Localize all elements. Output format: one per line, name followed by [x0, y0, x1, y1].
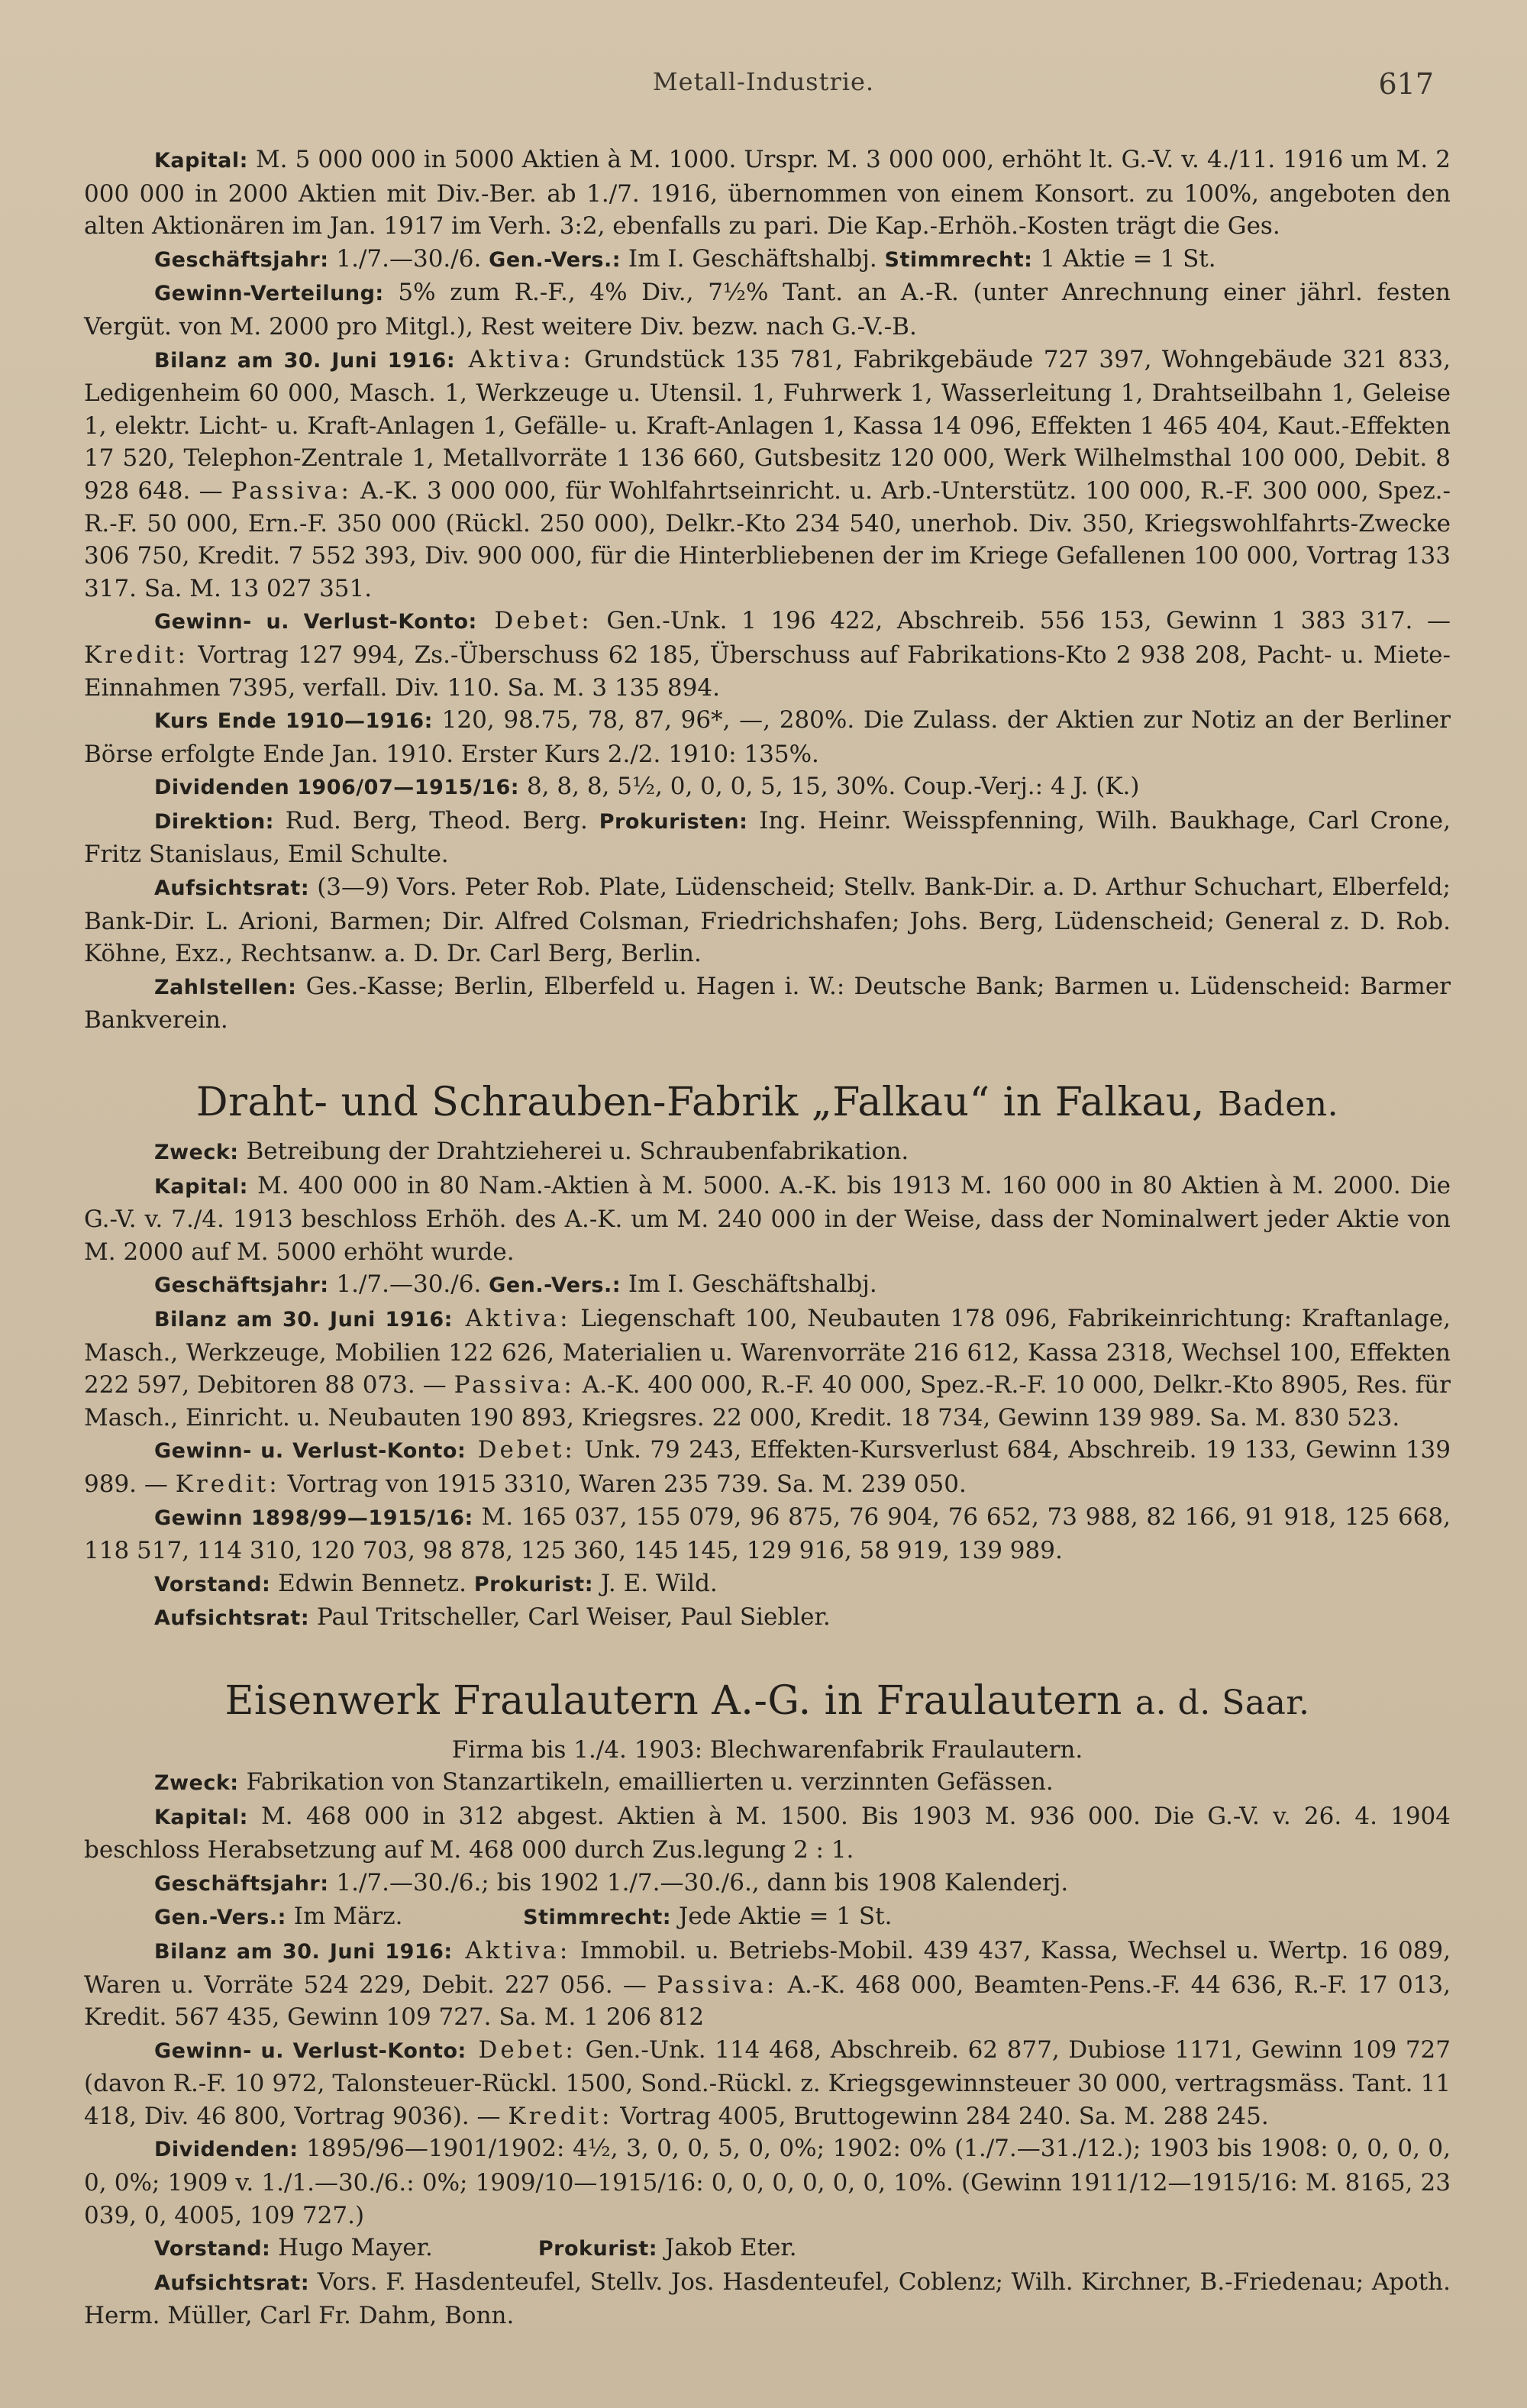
text: 1895/96—1901/1902: 4½, 3, 0, 0, 5, 0, 0%; 1902: 0% (1./7.—31./12.); 1903 bis 1908: 0, 0, 0, 0, 0, 0%; 1909 v. 1./1.—30./6.: 0%; 1909/10—1915/16: 0, 0, 0, 0, 0, 0, 10%. (Gewinn 1911/12—1915/16: M. 8165, 23 039, 0, 4005, 109 727.): [84, 2135, 1451, 2229]
text: Unk. 79 243, Effekten-Kursverlust 684, Abschreib. 19 133, Gewinn 139 989. —: [84, 1436, 1451, 1498]
spaced-label: Aktiva:: [452, 1305, 571, 1332]
text: A.-K. 468 000, Beamten-Pens.-F. 44 636, R.-F. 17 013, Kredit. 567 435, Gewinn 109 727. Sa. M. 1 206 812: [84, 1971, 1451, 2032]
label: Geschäftsjahr:: [154, 1871, 329, 1896]
label: Zweck:: [154, 1141, 239, 1165]
company-name: Draht- und Schrauben-Fabrik „Falkau“ in Falkau,: [195, 1080, 1205, 1126]
spaced-label: Kredit:: [175, 1470, 280, 1498]
paragraph-geschaeftsjahr: [84, 1867, 1451, 1901]
spaced-label: Debet:: [466, 2035, 576, 2064]
text: Hugo Mayer.: [270, 2234, 538, 2262]
text: 1 Aktie = 1 St.: [1032, 244, 1216, 273]
label: Gen.-Vers.:: [154, 1906, 286, 1930]
company-name: Eisenwerk Fraulautern A.-G. in Fraulautern: [224, 1677, 1122, 1724]
label: Aufsichtsrat:: [154, 876, 310, 901]
paragraph-gewinn-verlust: [84, 2034, 1451, 2133]
label: Prokurist:: [538, 2237, 658, 2261]
text: Jede Aktie = 1 St.: [671, 1903, 893, 1931]
company-location: a. d. Saar.: [1135, 1683, 1310, 1722]
text: (3—9) Vors. Peter Rob. Plate, Lüdenscheid; Stellv. Bank-Dir. a. D. Arthur Schuchart, Elberfeld; Bank-Dir. L. Arioni, Barmen; Dir. Alfred Colsman, Friedrichshafen; Johs. Berg, Lüdenscheid; General z. D. Rob. Köhne, Exz., Rechtsanw. a. D. Dr. Carl Berg, Berlin.: [84, 873, 1451, 968]
paragraph-geschaeftsjahr: [84, 243, 1451, 277]
label: Kurs Ende 1910—1916:: [154, 709, 433, 734]
paragraph-kapital: [84, 1800, 1451, 1867]
label: Aufsichtsrat:: [154, 1606, 310, 1631]
label: Kapital:: [154, 1805, 248, 1829]
paragraph-bilanz: [84, 344, 1451, 605]
text: Fabrikation von Stanzartikeln, emaillierten u. verzinnten Gefässen.: [238, 1767, 1054, 1796]
text: 5% zum R.-F., 4% Div., 7½% Tant. an A.-R. (unter Anrechnung einer jährl. festen Vergüt. von M. 2000 pro Mitgl.), Rest weitere Div. bezw. nach G.-V.-B.: [84, 279, 1451, 341]
page-content: [84, 144, 1451, 2332]
label: Zweck:: [154, 1770, 239, 1795]
paragraph-gen-vers: [84, 1900, 1451, 1935]
label: Bilanz am 30. Juni 1916:: [154, 1308, 453, 1332]
company-entry-falkau: [84, 1078, 1451, 1635]
company-location: Baden.: [1217, 1085, 1339, 1125]
paragraph-gewinn-verlust: [84, 605, 1451, 704]
label: Aufsichtsrat:: [154, 2271, 310, 2295]
text: A.-K. 400 000, R.-F. 40 000, Spez.-R.-F. 10 000, Delkr.-Kto 8905, Res. für Masch., Einricht. u. Neubauten 190 893, Kriegsres. 22 000, Kredit. 18 734, Gewinn 139 989. Sa. M. 830 523.: [84, 1371, 1451, 1432]
label: Vorstand:: [154, 2237, 271, 2261]
paragraph-dividenden: [84, 770, 1451, 805]
text: 1./7.—30./6.: [328, 244, 489, 273]
label: Vorstand:: [154, 1572, 271, 1596]
label: Dividenden:: [154, 2138, 299, 2162]
text: 120, 98.75, 78, 87, 96*, —, 280%. Die Zulass. der Aktien zur Notiz an der Berliner Börse erfolgte Ende Jan. 1910. Erster Kurs 2./2. 1910: 135%.: [84, 706, 1451, 768]
paragraph-vorstand: [84, 2232, 1451, 2266]
label: Geschäftsjahr:: [154, 1273, 329, 1298]
spaced-label: Debet:: [466, 1436, 576, 1464]
label: Stimmrecht:: [884, 247, 1033, 272]
text: Liegenschaft 100, Neubauten 178 096, Fabrikeinrichtung: Kraftanlage, Masch., Werkzeuge, Mobilien 122 626, Materialien u. Warenvorräte 216 612, Kassa 2318, Wechsel 100, Effekten 222 597, Debitoren 88 073. —: [84, 1305, 1451, 1399]
text: M. 468 000 in 312 abgest. Aktien à M. 1500. Bis 1903 M. 936 000. Die G.-V. v. 26. 4. 1904 beschloss Herabsetzung auf M. 468 000 durch Zus.legung 2 : 1.: [84, 1802, 1451, 1864]
text: Ges.-Kasse; Berlin, Elberfeld u. Hagen i. W.: Deutsche Bank; Barmen u. Lüdenscheid: Barmer Bankverein.: [84, 972, 1451, 1035]
spaced-label: Aktiva:: [455, 345, 574, 373]
label: Gen.-Vers.:: [489, 1273, 621, 1298]
label: Stimmrecht:: [523, 1906, 672, 1930]
company-title: [84, 1677, 1451, 1728]
text: Vortrag 4005, Bruttogewinn 284 240. Sa. M. 288 245.: [612, 2102, 1269, 2130]
text: M. 400 000 in 80 Nam.-Aktien à M. 5000. A.-K. bis 1913 M. 160 000 in 80 Aktien à M. 2000. Die G.-V. v. 7./4. 1913 beschloss Erhöh. des A.-K. um M. 240 000 in der Weise, dass der Nominalwert jeder Aktie von M. 2000 auf M. 5000 erhöht wurde.: [84, 1171, 1451, 1266]
text: A.-K. 3 000 000, für Wohlfahrtseinricht. u. Arb.-Unterstütz. 100 000, R.-F. 300 000, Spez.-R.-F. 50 000, Ern.-F. 350 000 (Rückl. 250 000), Delkr.-Kto 234 540, unerhob. Div. 350, Kriegswohlfahrts-Zwecke 306 750, Kredit. 7 552 393, Div. 900 000, für die Hinterbliebenen der im Kriege Gefallenen 100 000, Vortrag 133 317. Sa. M. 13 027 351.: [84, 476, 1451, 602]
paragraph-zweck: [84, 1135, 1451, 1170]
paragraph-gewinn-verlust: [84, 1434, 1451, 1500]
paragraph-bilanz: [84, 1935, 1451, 2034]
text: M. 5 000 000 in 5000 Aktien à M. 1000. Urspr. M. 3 000 000, erhöht lt. G.-V. v. 4./11. 1916 um M. 2 000 000 in 2000 Aktien mit Div.-Ber. ab 1./7. 1916, übernommen von einem Konsort. zu 100%, angeboten den alten Aktionären im Jan. 1917 im Verh. 3:2, ebenfalls zu pari. Die Kap.-Erhöh.-Kosten trägt die Ges.: [84, 146, 1451, 240]
paragraph-geschaeftsjahr: [84, 1268, 1451, 1302]
text: M. 165 037, 155 079, 96 875, 76 904, 76 652, 73 988, 82 166, 91 918, 125 668, 118 517, 114 310, 120 703, 98 878, 125 360, 145 145, 129 916, 58 919, 139 989.: [84, 1503, 1451, 1565]
paragraph-gewinn-historie: [84, 1501, 1451, 1567]
label: Gewinn- u. Verlust-Konto:: [154, 2038, 466, 2063]
paragraph-aufsichtsrat: [84, 871, 1451, 970]
text: Gen.-Unk. 114 468, Abschreib. 62 877, Dubiose 1171, Gewinn 109 727 (davon R.-F. 10 972, Talonsteuer-Rückl. 1500, Sond.-Rückl. z. Kriegsgewinnsteuer 30 000, vertragsmäss. Tant. 11 418, Div. 46 800, Vortrag 9036). —: [84, 2035, 1451, 2130]
label: Kapital:: [154, 1174, 248, 1199]
company-entry-fraulautern: [84, 1677, 1451, 2332]
label: Kapital:: [154, 149, 248, 173]
text: Im I. Geschäftshalbj.: [621, 244, 885, 273]
label: Geschäftsjahr:: [154, 247, 329, 272]
text: 8, 8, 8, 5½, 0, 0, 0, 5, 15, 30%. Coup.-Verj.: 4 J. (K.): [519, 773, 1140, 801]
spaced-label: Aktiva:: [452, 1936, 571, 1964]
paragraph-vorstand: [84, 1567, 1451, 1602]
text: Grundstück 135 781, Fabrikgebäude 727 397, Wohngebäude 321 833, Ledigenheim 60 000, Masch. 1, Werkzeuge u. Utensil. 1, Fuhrwerk 1, Wasserleitung 1, Drahtseilbahn 1, Geleise 1, elektr. Licht- u. Kraft-Anlagen 1, Gefälle- u. Kraft-Anlagen 1, Kassa 14 096, Effekten 1 465 404, Kaut.-Effekten 17 520, Telephon-Zentrale 1, Metallvorräte 1 136 660, Gutsbesitz 120 000, Werk Wilhelmsthal 100 000, Debit. 8 928 648. —: [84, 345, 1451, 505]
text: Betreibung der Drahtzieherei u. Schraubenfabrikation.: [238, 1138, 909, 1166]
text: 1./7.—30./6.: [328, 1270, 489, 1299]
label: Zahlstellen:: [154, 975, 297, 999]
company-subtitle: Firma bis 1./4. 1903: Blechwarenfabrik Fraulautern.: [451, 1735, 1083, 1764]
spaced-label: Passiva:: [657, 1971, 778, 1999]
label: Direktion:: [154, 809, 274, 834]
page-number: 617: [1378, 67, 1434, 101]
text: Immobil. u. Betriebs-Mobil. 439 437, Kassa, Wechsel u. Wertp. 16 089, Waren u. Vorräte 524 229, Debit. 227 056. —: [84, 1936, 1451, 1999]
paragraph-kapital: [84, 1170, 1451, 1269]
company-title: [84, 1078, 1451, 1129]
text: J. E. Wild.: [593, 1569, 718, 1597]
text: Rud. Berg, Theod. Berg.: [273, 806, 599, 834]
paragraph-kurs: [84, 704, 1451, 770]
paragraph-gewinn-verteilung: [84, 276, 1451, 343]
paragraph-kapital: [84, 144, 1451, 243]
paragraph-direktion: [84, 805, 1451, 871]
label: Gewinn- u. Verlust-Konto:: [154, 1439, 466, 1464]
company-entry-continued: [84, 144, 1451, 1037]
text: Ing. Heinr. Weisspfenning, Wilh. Baukhage, Carl Crone, Fritz Stanislaus, Emil Schulte.: [84, 806, 1451, 869]
text: Vortrag von 1915 3310, Waren 235 739. Sa. M. 239 050.: [279, 1470, 967, 1498]
label: Prokurist:: [473, 1572, 594, 1596]
label: Bilanz am 30. Juni 1916:: [154, 348, 456, 373]
page-header: [0, 67, 1527, 113]
label: Gewinn- u. Verlust-Konto:: [154, 610, 477, 634]
text: Jakob Eter.: [657, 2234, 797, 2262]
running-title: Metall-Industrie.: [652, 67, 875, 96]
text: Paul Tritscheller, Carl Weiser, Paul Siebler.: [309, 1603, 831, 1632]
text: Im März.: [286, 1903, 524, 1931]
paragraph-bilanz: [84, 1302, 1451, 1434]
paragraph-aufsichtsrat: [84, 1601, 1451, 1635]
label: Dividenden 1906/07—1915/16:: [154, 776, 520, 800]
label: Bilanz am 30. Juni 1916:: [154, 1939, 453, 1964]
text: 1./7.—30./6.; bis 1902 1./7.—30./6., dann bis 1908 Kalenderj.: [328, 1868, 1069, 1896]
label: Prokuristen:: [599, 809, 748, 834]
paragraph-dividenden: [84, 2132, 1451, 2232]
paragraph-aufsichtsrat: [84, 2266, 1451, 2332]
label: Gewinn 1898/99—1915/16:: [154, 1506, 473, 1530]
spaced-label: Kredit:: [84, 641, 189, 669]
spaced-label: Passiva:: [454, 1371, 575, 1399]
label: Gen.-Vers.:: [489, 247, 621, 272]
label: Gewinn-Verteilung:: [154, 282, 384, 306]
paragraph-zahlstellen: [84, 970, 1451, 1037]
text: Vortrag 127 994, Zs.-Überschuss 62 185, Überschuss auf Fabrikations-Kto 2 938 208, Pacht- u. Miete-Einnahmen 7395, verfall. Div. 110. Sa. M. 3 135 894.: [84, 641, 1451, 702]
text: Edwin Bennetz.: [270, 1569, 474, 1597]
spaced-label: Kredit:: [508, 2102, 613, 2130]
paragraph-zweck: [84, 1766, 1451, 1800]
spaced-label: Debet:: [476, 607, 592, 635]
text: Im I. Geschäftshalbj.: [621, 1270, 877, 1299]
text: Gen.-Unk. 1 196 422, Abschreib. 556 153, Gewinn 1 383 317. —: [592, 607, 1451, 635]
text: Vors. F. Hasdenteufel, Stellv. Jos. Hasdenteufel, Coblenz; Wilh. Kirchner, B.-Friedenau; Apoth. Herm. Müller, Carl Fr. Dahm, Bonn.: [84, 2268, 1451, 2330]
spaced-label: Passiva:: [231, 476, 352, 505]
